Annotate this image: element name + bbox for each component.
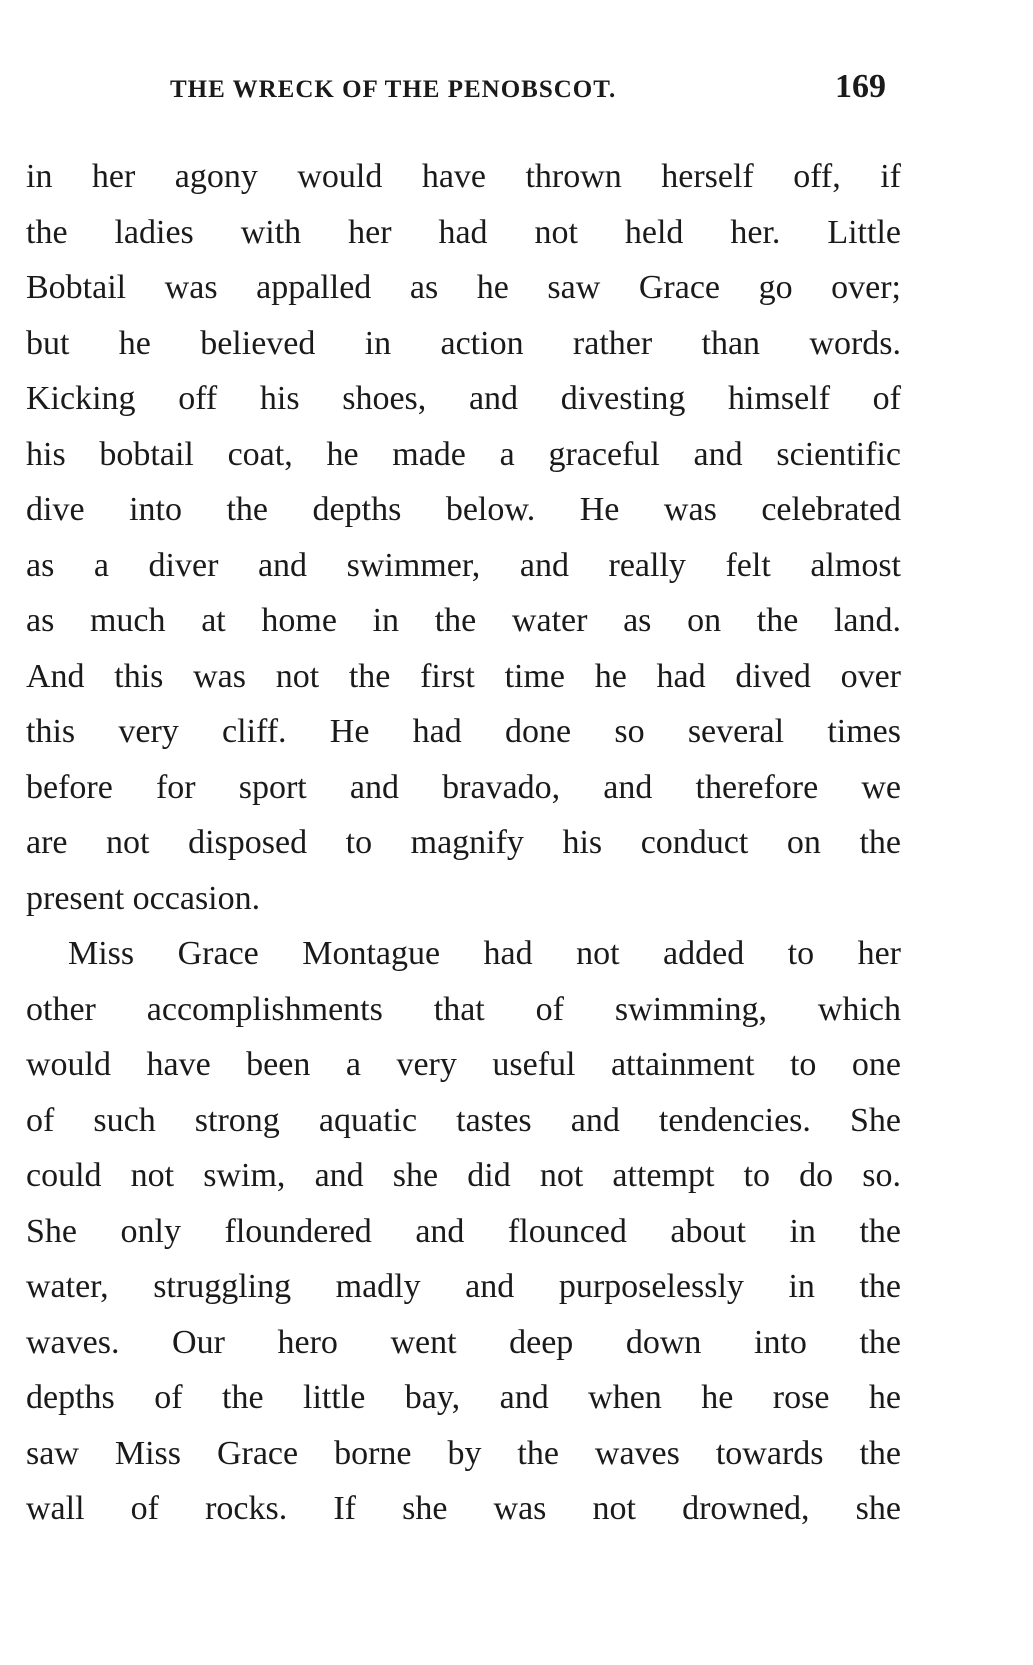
text-line: could not swim, and she did not attempt to do so. [26, 1157, 901, 1194]
text-line: She only floundered and flounced about in the [26, 1212, 901, 1250]
text-line: Miss Grace Montague had not added to her [68, 935, 901, 972]
running-title: THE WRECK OF THE PENOBSCOT. [170, 76, 617, 103]
text-line: wall of rocks. If she was not drowned, she [26, 1490, 901, 1527]
text-line: present occasion. [26, 879, 261, 917]
text-line: his bobtail coat, he made a graceful and scientific [26, 435, 901, 473]
text-line: but he believed in action rather than words. [26, 324, 901, 362]
page-number: 169 [835, 68, 886, 105]
text-line: as much at home in the water as on the land. [26, 602, 901, 639]
text-line: in her agony would have thrown herself off, if [26, 158, 901, 195]
text-line: dive into the depths below. He was celebrated [26, 491, 901, 528]
text-line: Bobtail was appalled as he saw Grace go over; [26, 269, 901, 306]
text-line: other accomplishments that of swimming, which [26, 990, 901, 1028]
body-text [26, 149, 901, 1537]
text-line: of such strong aquatic tastes and tendencies. She [26, 1101, 901, 1139]
text-line: And this was not the first time he had dived over [26, 657, 901, 695]
text-line: are not disposed to magnify his conduct on the [26, 824, 901, 861]
text-line: as a diver and swimmer, and really felt almost [26, 546, 901, 584]
text-line: Kicking off his shoes, and divesting himself of [26, 380, 901, 417]
text-line: depths of the little bay, and when he rose he [26, 1379, 901, 1416]
text-line: waves. Our hero went deep down into the [26, 1323, 901, 1361]
text-line: this very cliff. He had done so several times [26, 713, 901, 750]
text-line: saw Miss Grace borne by the waves towards the [26, 1434, 901, 1472]
text-line: before for sport and bravado, and therefore we [26, 768, 901, 806]
text-line: water, struggling madly and purposelessly in the [26, 1268, 901, 1305]
text-line: would have been a very useful attainment to one [26, 1046, 901, 1083]
text-line: the ladies with her had not held her. Little [26, 213, 901, 251]
